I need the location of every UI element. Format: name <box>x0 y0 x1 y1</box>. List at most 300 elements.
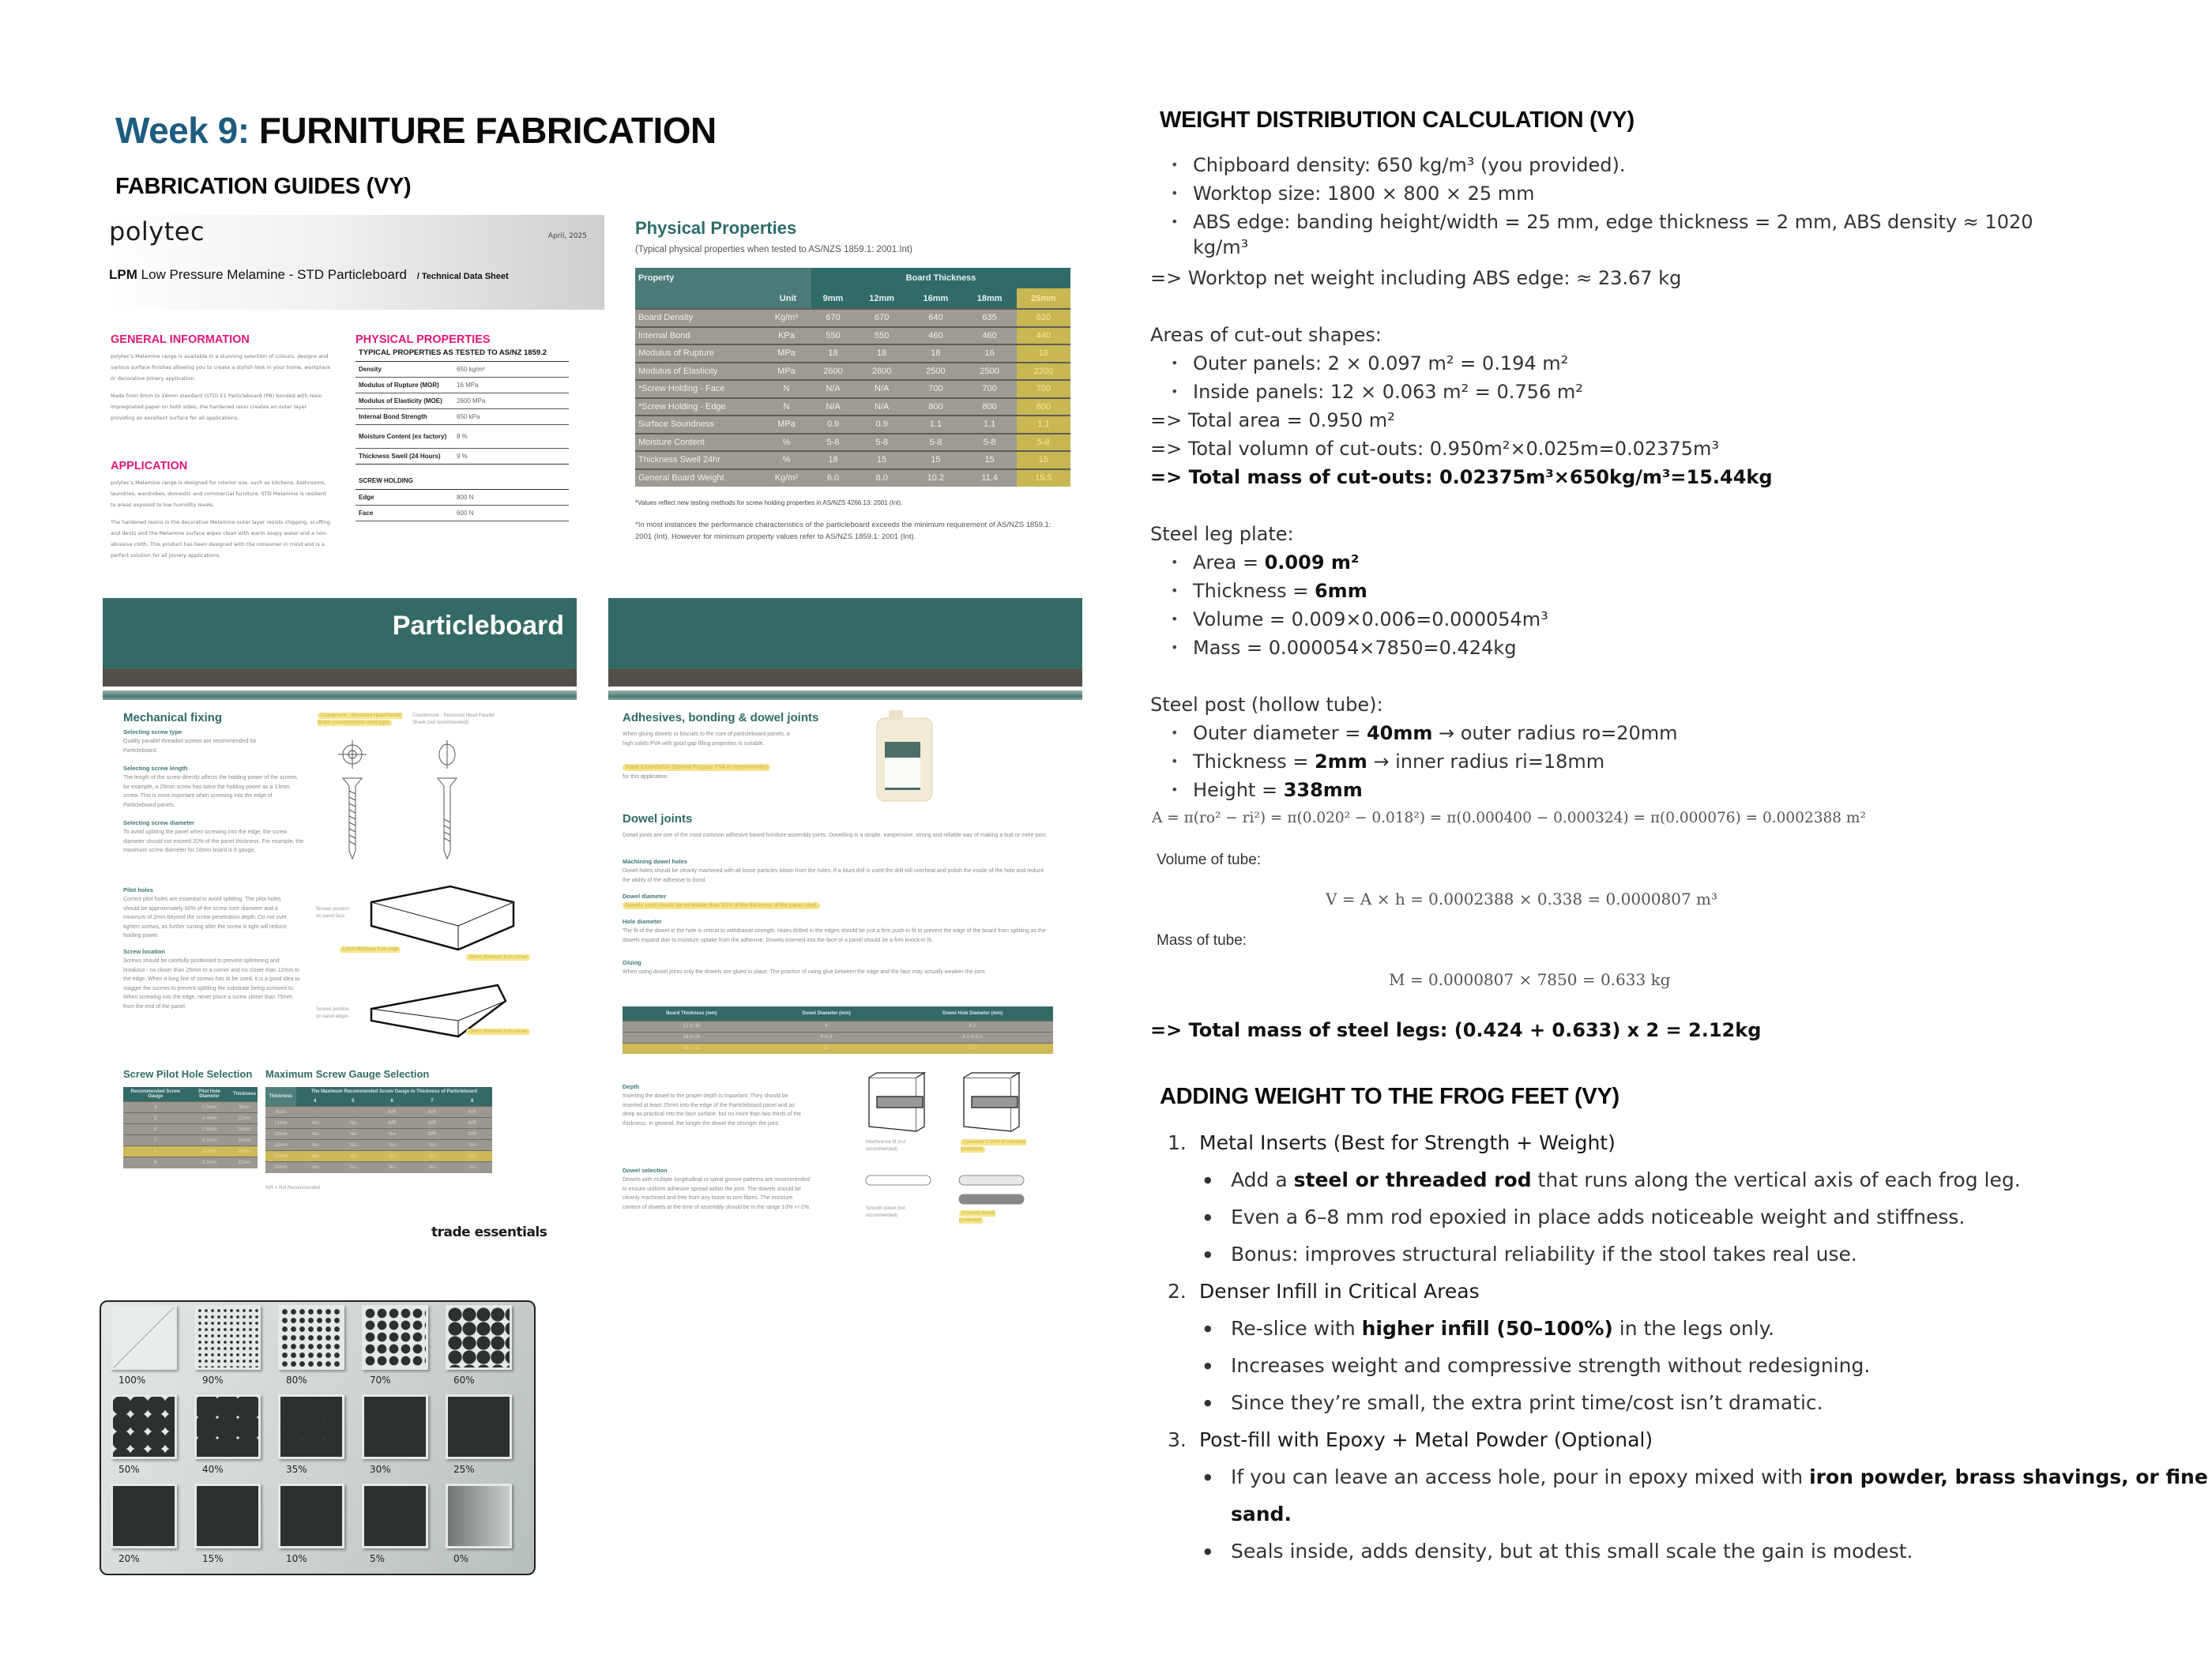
infill-label: 60% <box>453 1375 475 1386</box>
section-text: The length of the screw directly affects the holding power of the screws, for example, a 25mm screw has twice the holding power as a 13mm screw. This is most important when screwing into the edge of Particleboard panels. <box>123 775 299 808</box>
infill-sample-image <box>278 1484 344 1548</box>
pp-value: 15 <box>1017 451 1070 469</box>
gauge-cell: 32mm <box>265 1162 296 1173</box>
gauge-cell: Yes <box>296 1118 334 1129</box>
infill-sample-image <box>362 1394 428 1459</box>
plate-bullet: • Thickness = 6mm <box>1172 580 1367 602</box>
pilot-cell: 6 <box>123 1124 187 1135</box>
tds-table-caption: TYPICAL PROPERTIES AS TESTED TO AS/NZ 1859.2 <box>356 345 569 362</box>
dowel-header: Dowel Hole Diameter (mm) <box>892 1006 1053 1021</box>
pilot-row <box>123 1124 258 1135</box>
tds-physical-heading: PHYSICAL PROPERTIES <box>356 333 491 346</box>
pilot-hole-table-title: Screw Pilot Hole Selection <box>123 1068 253 1080</box>
pp-unit: % <box>762 434 811 452</box>
steel-legs-total: => Total mass of steel legs: (0.424 + 0.633) x 2 = 2.12kg <box>1150 1019 1762 1041</box>
tds-general-p1: polytec's Melamine range is available in a stunning selection of colours, designs and various surface finishes allowing you to create a stylish look in your home, workplace or decorative joinery application. <box>111 353 331 382</box>
panel-edge-diagram-icon <box>363 977 521 1056</box>
pp-column-header: 9mm <box>811 288 855 309</box>
infill-sample <box>359 1391 438 1480</box>
section-text: When using dowel joints only the dowels are glued in place. The practice of using glue between the edge and the face may actually weaken the joint. <box>623 969 987 975</box>
infill-label: 80% <box>286 1375 307 1386</box>
pp-unit: MPa <box>762 344 811 363</box>
pp-unit: N <box>762 398 811 416</box>
infill-density-photo <box>100 1300 536 1575</box>
pilot-cell: 32mm <box>231 1157 258 1168</box>
section-text: The fit of the dowel in the hole is critical to withdrawal strength. Holes drilled in the edges should be just a firm push-in fit to prevent the edge of the board from splitting as the dowels expand due to moisture uptake from the adhesive. Dowels inserted into the face of a panel should be a firm knock-in fit. <box>623 928 1046 943</box>
frog-feet-item <box>1168 1428 1653 1451</box>
edge-note: 75mm Minimum from corner <box>466 1029 530 1036</box>
infill-sample <box>359 1302 438 1391</box>
pp-row <box>635 309 1070 327</box>
pp-value: 16 <box>1017 344 1070 363</box>
gauge-header-span: The Maximum Recommended Screw Gauge to Thickness of Particleboard <box>296 1087 492 1097</box>
total-cutout-mass: => Total mass of cut-outs: 0.02375m³×650kg/m³=15.44kg <box>1150 466 1773 488</box>
gauge-cell: Yes <box>296 1129 334 1140</box>
infill-sample <box>442 1391 521 1480</box>
gauge-cell: 9mm <box>265 1107 296 1118</box>
tds-application-p1: polytec's Melamine range is designed for interior use, such as kitchens, bathrooms, laundries, wardrobes, domestic and commercial furniture. STD Melamine is resilient to areas exposed to low humidity levels. <box>111 480 326 508</box>
pp-value: 18 <box>811 344 855 363</box>
gauge-table-title: Maximum Screw Gauge Selection <box>265 1068 430 1080</box>
pp-value: 460 <box>963 327 1017 345</box>
pp-value: 670 <box>811 309 855 327</box>
pp-row <box>635 363 1070 381</box>
pp-header-unit: Unit <box>762 288 811 309</box>
infill-sample <box>359 1480 438 1570</box>
adhesives-intro: When gluing dowels or biscuits to the core of particleboard panels, a high solids PVA with good gap filling properties is suitable. <box>623 732 790 747</box>
dowel-cell: 10 <box>761 1043 892 1054</box>
pilot-cell: 2.7mm <box>187 1135 231 1146</box>
guide-banner <box>103 598 577 669</box>
gauge-cell: 25mm <box>265 1151 296 1162</box>
gauge-cell: N/R <box>452 1118 492 1129</box>
pp-row <box>635 451 1070 469</box>
pp-property-name: Internal Bond <box>635 327 762 345</box>
pva-bottle-icon <box>869 709 940 811</box>
gauge-number: 5 <box>334 1097 372 1107</box>
pilot-cell: 9mm <box>231 1102 258 1113</box>
pp-unit: % <box>762 451 811 469</box>
pp-value: N/A <box>811 380 855 398</box>
pp-subtitle: (Typical physical properties when tested to AS/NZS 1859.1: 2001.Int) <box>635 245 912 254</box>
gauge-cell: Yes <box>372 1162 412 1173</box>
pp-value: 10.2 <box>908 469 962 487</box>
item-number: 3. <box>1168 1428 1187 1451</box>
infill-label: 5% <box>370 1553 386 1564</box>
pp-value: 6.0 <box>811 469 855 487</box>
tds-product-name: Low Pressure Melamine - STD Particleboard <box>141 267 407 282</box>
gauge-footnote: N/R = Not Recommended <box>265 1186 320 1191</box>
section-text: Screws should be carefully positioned to prevent splintering and breakout - no closer than 25mm to a corner and no closer than 12mm to the edge. When a long line of screws has to be used, it is a good idea to stagger the screws to prevent splitting the substrate being screwed to. When screwing into the edge, never place a screw closer than 75mm from the end of the panel. <box>123 958 300 1010</box>
tds-date: April, 2025 <box>547 232 587 240</box>
frog-feet-bullet: ● Increases weight and compressive strength without redesigning. <box>1204 1354 1870 1377</box>
pp-property-name: *Screw Holding - Edge <box>635 398 762 416</box>
tds-screw-heading: SCREW HOLDING <box>356 465 569 490</box>
section-heading: Dowel diameter <box>623 893 667 900</box>
infill-label: 20% <box>118 1553 140 1564</box>
gauge-number: 4 <box>296 1097 334 1107</box>
tds-row: Density 650 kg/m³ <box>356 362 569 378</box>
pp-column-header: 16mm <box>908 288 962 309</box>
dowel-selection-heading: Dowel selection <box>623 1167 668 1174</box>
pp-value: 15 <box>908 451 962 469</box>
infill-label: 40% <box>202 1464 224 1475</box>
cutout-heading: Areas of cut-out shapes: <box>1150 324 1382 346</box>
pp-property-name: Thickness Swell 24hr <box>635 451 762 469</box>
item-title: Metal Inserts (Best for Strength + Weight) <box>1199 1131 1616 1154</box>
infill-sample <box>107 1302 186 1391</box>
pilot-row <box>123 1146 258 1157</box>
section-heading: Selecting screw length <box>123 765 188 772</box>
gauge-cell: Yes <box>412 1140 453 1151</box>
pilot-cell: 3.0mm <box>187 1146 231 1157</box>
section-text: Quality parallel threaded screws are recommended for Particleboard. <box>123 739 257 754</box>
pp-value: 620 <box>1017 309 1070 327</box>
pp-property-name: Modulus of Elasticity <box>635 363 762 381</box>
infill-label: 100% <box>118 1375 146 1386</box>
pp-value: 11.4 <box>963 469 1017 487</box>
pilot-cell: 2.4mm <box>187 1113 231 1124</box>
fit-bad-label: Interference fit (not recommended) <box>866 1140 906 1152</box>
gauge-row <box>265 1162 492 1173</box>
infill-sample-image <box>446 1305 512 1370</box>
pilot-cell: 5 <box>123 1113 187 1124</box>
pp-value: 2500 <box>963 363 1017 381</box>
pp-unit: MPa <box>762 363 811 381</box>
dowel-row <box>623 1043 1053 1054</box>
page-title-main: FURNITURE FABRICATION <box>258 110 717 151</box>
frog-feet-bullet: ● If you can leave an access hole, pour in epoxy mixed with iron powder, brass shavings, or fine <box>1204 1465 2208 1488</box>
gauge-cell: Yes <box>334 1140 372 1151</box>
pp-property-name: *Screw Holding - Face <box>635 380 762 398</box>
infill-sample <box>191 1480 270 1570</box>
dowel-cell: 12 to 15 <box>623 1021 761 1032</box>
cutout-bullet: • Outer panels: 2 × 0.097 m² = 0.194 m² <box>1172 352 1568 374</box>
pp-value: 440 <box>1017 327 1070 345</box>
infill-sample-image <box>362 1305 428 1370</box>
pp-unit: MPa <box>762 416 811 434</box>
gauge-cell: Yes <box>296 1140 334 1151</box>
pp-column-header: 12mm <box>855 288 908 309</box>
guide-dark-band <box>608 669 1082 687</box>
tds-application-heading: APPLICATION <box>111 460 188 472</box>
pp-property-name: Moisture Content <box>635 434 762 452</box>
pp-value: 670 <box>855 309 908 327</box>
frog-feet-heading: ADDING WEIGHT TO THE FROG FEET (VY) <box>1160 1084 1620 1109</box>
gauge-cell: N/R <box>452 1107 492 1118</box>
infill-sample <box>442 1302 521 1391</box>
pp-note-1: *Values reflect new testing methods for screw holding properties in AS/NZS 4266.13: 2001 (Int). <box>635 499 903 506</box>
tds-sheet-type: / Technical Data Sheet <box>416 272 509 281</box>
guide-banner-title: Particleboard <box>392 611 564 641</box>
pilot-cell: 8 <box>123 1146 187 1157</box>
plate-heading: Steel leg plate: <box>1150 523 1294 545</box>
gauge-row <box>265 1129 492 1140</box>
depth-heading: Depth <box>623 1083 640 1090</box>
pp-row <box>635 327 1070 345</box>
gauge-cell: N/R <box>412 1107 453 1118</box>
pilot-row <box>123 1135 258 1146</box>
pilot-row <box>123 1102 258 1113</box>
plate-bullet: • Mass = 0.000054×7850=0.424kg <box>1172 637 1516 659</box>
dowel-header: Board Thickness (mm) <box>623 1006 761 1021</box>
tds-row: Moisture Content (ex factory) 8 % <box>356 425 569 449</box>
pp-value: 18 <box>908 344 962 363</box>
section-text: Correct pilot holes are essential to avoid splitting. The pilot holes should be approximately 80% of the screw core diameter and a minimum of 2mm beyond the screw penetration depth. Do not over tighten screws, as further turning after the screw is tight will reduce holding power. <box>123 897 287 939</box>
infill-sample <box>107 1391 186 1480</box>
pp-value: 800 <box>963 398 1017 416</box>
post-heading: Steel post (hollow tube): <box>1150 694 1383 716</box>
adhesives-heading: Adhesives, bonding & dowel joints <box>623 711 819 724</box>
pp-value: N/A <box>855 380 908 398</box>
gauge-row <box>265 1140 492 1151</box>
infill-samples-grid <box>107 1302 521 1570</box>
infill-sample-image <box>194 1484 261 1548</box>
pp-unit: Kg/m² <box>762 469 811 487</box>
tds-product-title <box>109 267 509 283</box>
pp-unit: KPa <box>762 327 811 345</box>
pp-note-2: *In most instances the performance characteristics of the particleboard exceeds the minimum requirement of AS/NZS 1859.1: 2001 (Int). However for minimum property values refer to AS/NZS 1859.1: 2001 (Int). <box>635 521 1051 541</box>
gauge-cell: N/R <box>372 1107 412 1118</box>
page-title-week: Week 9: <box>115 110 250 151</box>
dowel-header: Dowel Diameter (mm) <box>761 1006 892 1021</box>
pp-row <box>635 398 1070 416</box>
gauge-cell: Yes <box>296 1162 334 1173</box>
gauge-cell: N/R <box>372 1118 412 1129</box>
pp-value: 16 <box>963 344 1017 363</box>
pp-value: 1.1 <box>1017 416 1070 434</box>
infill-label: 50% <box>118 1464 140 1475</box>
pilot-hole-table <box>123 1087 258 1168</box>
pilot-cell: 12mm <box>231 1113 258 1124</box>
guide-stripe <box>103 690 577 700</box>
section-text: Dowels used should be no thicker than 50% of the thickness of the panel used. <box>623 901 1049 911</box>
screw-label-not-recommended: Countersunk - Recessed Head Parallel Shank (not recommended) <box>412 713 495 725</box>
infill-sample-image <box>111 1484 177 1548</box>
pilot-cell: 2.6mm <box>187 1124 231 1135</box>
frog-feet-bullet: ● Add a steel or threaded rod that runs along the vertical axis of each frog leg. <box>1204 1168 2021 1191</box>
dowel-cell: 25 to 32 <box>623 1043 761 1054</box>
dowel-cell: 6 to 8 <box>761 1032 892 1043</box>
dowel-types-icon <box>861 1171 1051 1210</box>
frog-feet-bullet: ● Re-slice with higher infill (50–100%) in the legs only. <box>1204 1317 1774 1340</box>
pp-value: 800 <box>908 398 962 416</box>
item-number: 2. <box>1168 1280 1187 1303</box>
volume-label: Volume of tube: <box>1157 852 1262 868</box>
pp-value: 5-8 <box>811 434 855 452</box>
face-position-label: Screws position on panel face <box>316 907 350 919</box>
face-note-1: 12mm Minimum from edge <box>340 946 401 954</box>
infill-label: 35% <box>286 1464 307 1475</box>
frog-feet-bullet: ● Even a 6–8 mm rod epoxied in place adds noticeable weight and stiffness. <box>1204 1206 1965 1228</box>
gauge-cell: 16mm <box>265 1129 296 1140</box>
input-bullet: • Worktop size: 1800 × 800 × 25 mm <box>1172 182 1535 205</box>
pp-property-name: Modulus of Rupture <box>635 344 762 363</box>
tds-general-p2: Made from 9mm to 16mm standard (STD) E1 Particleboard (PB) bonded with resin impregnated paper on both sides, the hardened resin creates an outer layer providing an excellent surface for all applications. <box>111 393 322 421</box>
dowel-intro: Dowel joints are one of the most common adhesive based furniture assembly joints. Dowelling is a simple, inexpensive, strong and reliable way of making a butt or mitre joint. <box>623 833 1048 838</box>
tds-row: Internal Bond Strength 650 kPa <box>356 409 569 425</box>
gauge-row <box>265 1107 492 1118</box>
infill-sample <box>442 1480 521 1570</box>
pp-value: N/A <box>855 398 908 416</box>
depth-text: Inserting the dowel to the proper depth is important. They should be inserted at least 25mm into the edge of the Particleboard panel and as deep as practical into the face surface, but no more than two thirds of the thickness. In general, the longer the dowel the stronger the joint. <box>623 1093 802 1127</box>
pp-value: 5-8 <box>963 434 1017 452</box>
page-title <box>115 109 717 152</box>
item-title: Denser Infill in Critical Areas <box>1199 1280 1480 1303</box>
frog-feet-item <box>1168 1131 1616 1154</box>
gauge-cell: Yes <box>296 1151 334 1162</box>
screw-label-recommended: Countersunk - Recessed Head Parallel Shank (recommended screw type) <box>318 713 402 725</box>
particleboard-guide-page <box>103 594 577 1254</box>
infill-sample-image <box>111 1394 177 1459</box>
section-heading: Hole diameter <box>623 918 662 925</box>
smooth-dowel-label: Smooth dowel (not recommended) <box>866 1206 906 1218</box>
pp-value: 700 <box>1017 380 1070 398</box>
pp-value: 460 <box>908 327 962 345</box>
section-heading: Gluing <box>623 959 641 966</box>
gauge-table <box>265 1087 492 1173</box>
item-title: Post-fill with Epoxy + Metal Powder (Optional) <box>1199 1428 1653 1451</box>
post-bullet: • Outer diameter = 40mm → outer radius ro=20mm <box>1172 722 1678 744</box>
gauge-cell: N/R <box>452 1129 492 1140</box>
tds-row: Modulus of Rupture (MOR) 16 MPa <box>356 378 569 393</box>
guide-banner <box>608 598 1082 669</box>
infill-sample <box>191 1302 270 1391</box>
section-heading: Pilot holes <box>123 886 153 893</box>
tds-general-heading: GENERAL INFORMATION <box>111 333 250 346</box>
pp-value: 700 <box>908 380 962 398</box>
cutout-bullet: • Inside panels: 12 × 0.063 m² = 0.756 m² <box>1172 381 1583 403</box>
tds-row: Edge 800 N <box>356 490 569 506</box>
gauge-cell: Yes <box>372 1129 412 1140</box>
infill-sample-image <box>111 1305 177 1370</box>
section-heading-fabrication-guides: FABRICATION GUIDES (VY) <box>115 174 412 199</box>
input-bullet: • ABS edge: banding height/width = 25 mm, edge thickness = 2 mm, ABS density ≈ 1020 <box>1172 211 2033 233</box>
pp-value: 15.5 <box>1017 469 1070 487</box>
pilot-cell: 18mm <box>231 1135 258 1146</box>
pp-value: 1.1 <box>908 416 962 434</box>
infill-label: 15% <box>202 1553 224 1564</box>
gauge-cell: – <box>296 1107 334 1118</box>
gauge-cell: Yes <box>334 1151 372 1162</box>
infill-sample <box>275 1480 354 1570</box>
tds-row: Face 600 N <box>356 506 569 521</box>
pp-value: 5-8 <box>855 434 908 452</box>
pp-unit: N <box>762 380 811 398</box>
section-heading: Selecting screw type <box>123 728 182 735</box>
gauge-cell: Yes <box>334 1162 372 1173</box>
pp-value: 15 <box>855 451 908 469</box>
pilot-cell: 8 <box>123 1157 187 1168</box>
gauge-cell: Yes <box>372 1151 412 1162</box>
dowel-cell: 6.2 <box>892 1021 1053 1032</box>
frog-feet-bullet-continued: sand. <box>1231 1503 1292 1525</box>
pp-value: 700 <box>963 380 1017 398</box>
frog-feet-bullet: ● Bonus: improves structural reliability if the stool takes real use. <box>1204 1243 1857 1266</box>
pp-value: 15 <box>963 451 1017 469</box>
gauge-number: 6 <box>372 1097 412 1107</box>
trade-essentials-logo: trade essentials <box>431 1224 547 1240</box>
volume-formula: V = A × h = 0.0002388 × 0.338 = 0.0000807 m³ <box>1326 890 1718 908</box>
pp-value: 2200 <box>1017 363 1070 381</box>
pilot-cell: 2.0mm <box>187 1102 231 1113</box>
polytec-data-sheet <box>103 215 604 577</box>
infill-sample-image <box>446 1484 512 1548</box>
pp-value: 2600 <box>811 363 855 381</box>
gauge-cell: N/R <box>412 1118 453 1129</box>
post-bullet: • Thickness = 2mm → inner radius ri=18mm <box>1172 750 1604 773</box>
panel-face-diagram-icon <box>363 878 521 957</box>
post-bullet: • Height = 338mm <box>1172 779 1363 801</box>
infill-sample-image <box>446 1394 512 1459</box>
tds-properties-table <box>356 345 569 521</box>
pp-row <box>635 380 1070 398</box>
pp-row <box>635 469 1070 487</box>
dowel-joints-heading: Dowel joints <box>623 812 693 826</box>
pilot-row <box>123 1113 258 1124</box>
mass-label: Mass of tube: <box>1157 932 1247 949</box>
pp-value: 2600 <box>855 363 908 381</box>
pp-value: 550 <box>855 327 908 345</box>
fit-good-label: Clearance 0.1mm (if required) (preferred) <box>961 1140 1026 1152</box>
tds-product-code: LPM <box>109 267 137 282</box>
pp-value: N/A <box>811 398 855 416</box>
section-text: Dowel holes should be cleanly machined with all loose particles blown from the holes. If a blunt drill is used the drill will overheat and polish the inside of the hole and reduce the ability of the adhesive to bond. <box>623 868 1044 883</box>
pp-row <box>635 434 1070 452</box>
pp-value: 1.1 <box>963 416 1017 434</box>
gauge-cell: Yes <box>452 1151 492 1162</box>
area-formula: A = π(ro² − ri²) = π(0.020² − 0.018²) = π(0.000400 − 0.000324) = π(0.000076) = 0.0002388 m² <box>1152 810 1866 826</box>
worktop-weight-result: => Worktop net weight including ABS edge: ≈ 23.67 kg <box>1150 267 1682 289</box>
pp-value: 18 <box>811 451 855 469</box>
guide-dark-band <box>103 669 577 687</box>
gauge-cell: Yes <box>372 1140 412 1151</box>
pp-value: 8.0 <box>855 469 908 487</box>
input-bullet: • Chipboard density: 650 kg/m³ (you provided). <box>1172 154 1626 176</box>
gauge-cell: Yes <box>334 1118 372 1129</box>
infill-label: 30% <box>370 1464 391 1475</box>
section-text: To avoid splitting the panel when screwing into the edge, the screw diameter should not exceed 20% of the panel thickness. For example, the maximum screw diameter for 16mm board is 6 gauge. <box>123 830 304 853</box>
pilot-row <box>123 1157 258 1168</box>
plate-bullet: • Area = 0.009 m² <box>1172 551 1359 574</box>
dowel-fit-diagram-icon <box>861 1070 1051 1137</box>
pp-value: 800 <box>1017 398 1070 416</box>
gauge-cell: Yes <box>452 1162 492 1173</box>
infill-sample-image <box>278 1394 344 1459</box>
infill-label: 25% <box>453 1464 475 1475</box>
frog-feet-bullet: ● Since they’re small, the extra print time/cost isn’t dramatic. <box>1204 1391 1823 1414</box>
pilot-cell: 25mm <box>231 1146 258 1157</box>
pp-header-property: Property <box>635 268 811 288</box>
gauge-number: 8 <box>452 1097 492 1107</box>
pilot-header: Pilot Hole Diameter <box>187 1087 231 1102</box>
dowel-table <box>623 1006 1053 1054</box>
infill-label: 0% <box>453 1553 469 1564</box>
dowel-cell: 6.2 to 8.2 <box>892 1032 1053 1043</box>
frog-feet-item <box>1168 1280 1480 1303</box>
gauge-cell: Yes <box>334 1129 372 1140</box>
gauge-cell: Yes <box>412 1162 453 1173</box>
infill-sample <box>191 1391 270 1480</box>
total-area: => Total area = 0.950 m² <box>1150 409 1395 431</box>
dowel-cell: 18 to 24 <box>623 1032 761 1043</box>
pilot-header: Thickness <box>231 1087 258 1102</box>
gauge-cell: N/R <box>412 1129 453 1140</box>
pp-unit: Kg/m³ <box>762 309 811 327</box>
infill-sample-image <box>278 1305 344 1370</box>
infill-label: 70% <box>370 1375 391 1386</box>
dowel-cell: 10.2 <box>892 1043 1053 1054</box>
